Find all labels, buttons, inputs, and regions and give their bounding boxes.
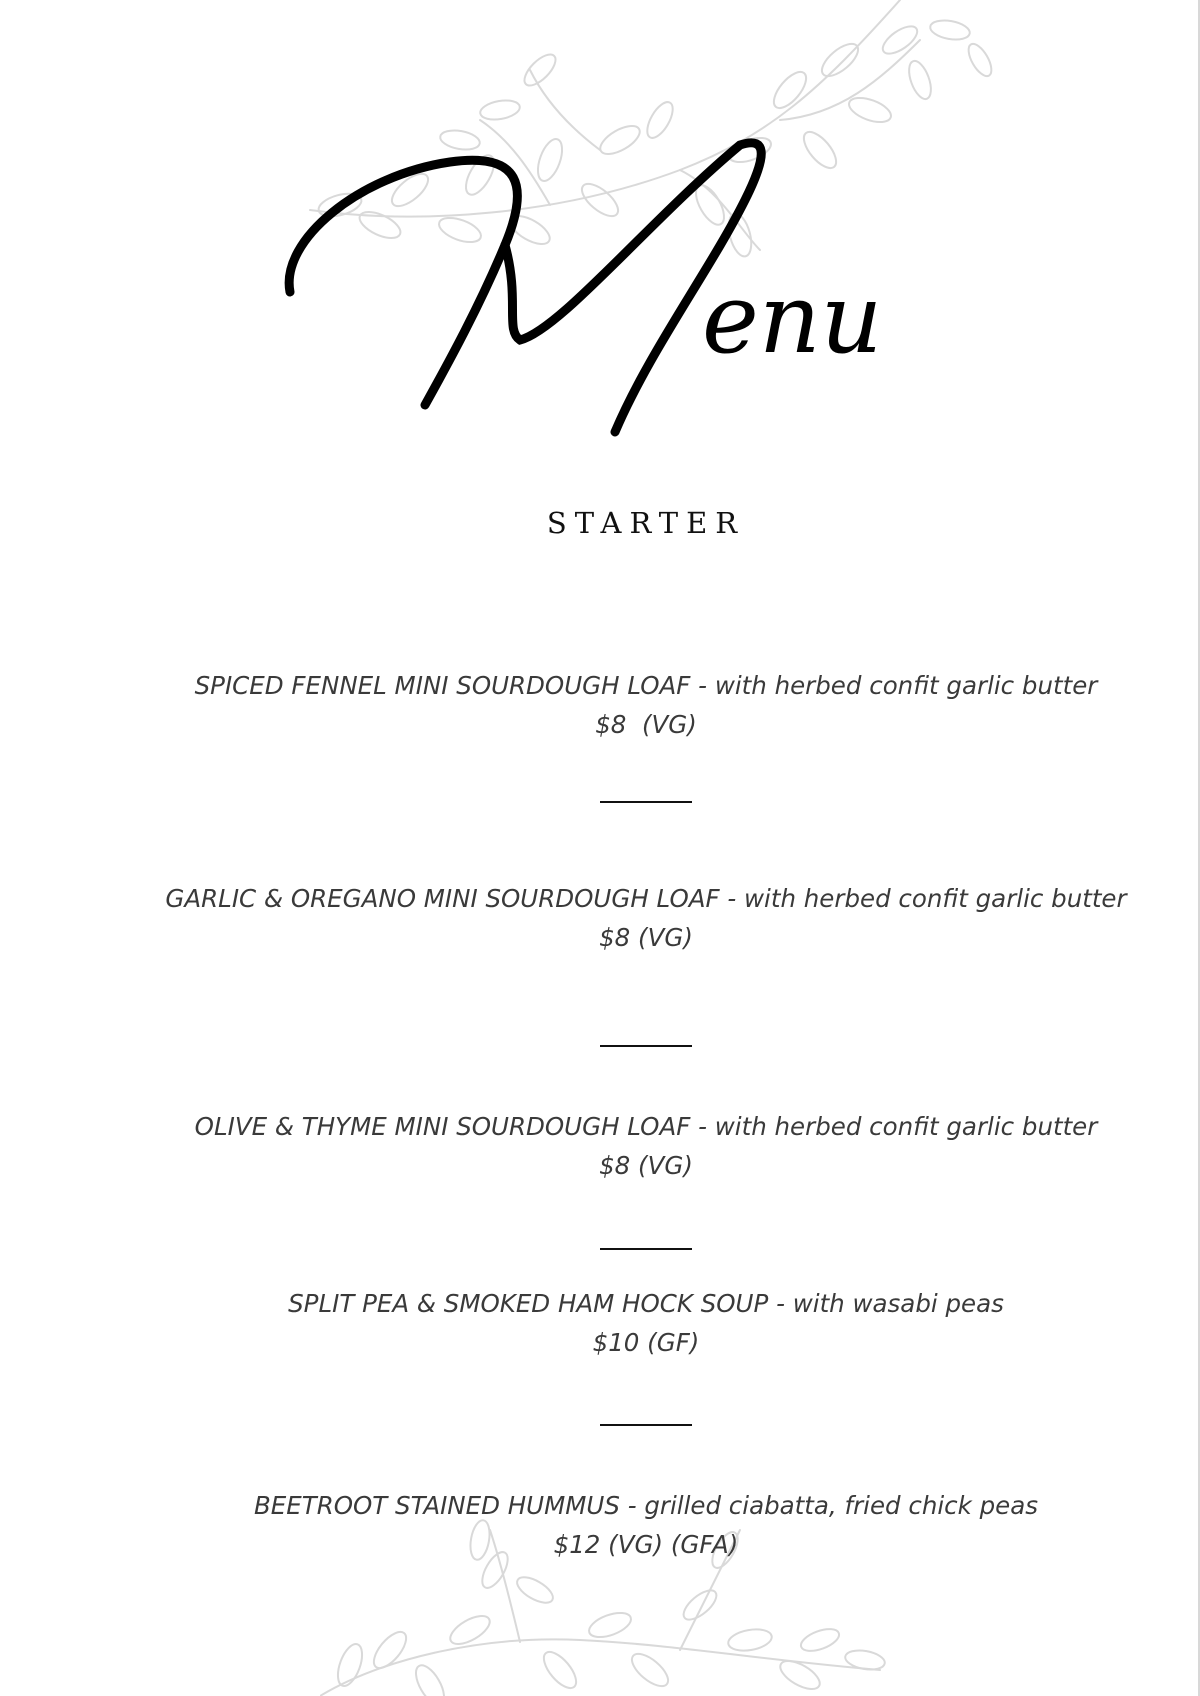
menu-item-separator: - [776, 1289, 785, 1318]
menu-item-name: GARLIC & OREGANO MINI SOURDOUGH LOAF [165, 884, 720, 913]
menu-item-name: SPICED FENNEL MINI SOURDOUGH LOAF [194, 671, 691, 700]
menu-item [0, 1107, 1200, 1185]
leaf-branch-icon [300, 0, 1000, 330]
divider [600, 801, 692, 803]
divider [600, 1424, 692, 1426]
menu-item-description [288, 1284, 1004, 1323]
svg-text:enu: enu [702, 263, 883, 375]
menu-item-price: $8 (VG) [599, 923, 693, 952]
menu-item [0, 879, 1200, 957]
menu-item-detail: grilled ciabatta, fried chick peas [644, 1491, 1039, 1520]
menu-item-description [165, 879, 1126, 918]
divider [600, 1248, 692, 1250]
divider [600, 1045, 692, 1047]
menu-item-name: SPLIT PEA & SMOKED HAM HOCK SOUP [288, 1289, 769, 1318]
menu-item-separator: - [627, 1491, 637, 1520]
menu-item-description [195, 666, 1098, 705]
menu-item-separator: - [698, 1112, 707, 1141]
menu-item-name: BEETROOT STAINED HUMMUS [253, 1491, 620, 1520]
menu-item [0, 1284, 1200, 1362]
menu-item-name: OLIVE & THYME MINI SOURDOUGH LOAF [194, 1112, 691, 1141]
menu-item-price: $10 (GF) [592, 1328, 700, 1357]
menu-title [0, 0, 1200, 460]
menu-item-detail: with herbed confit garlic butter [744, 884, 1127, 913]
menu-item-description [254, 1486, 1038, 1525]
menu-item-detail: with herbed confit garlic butter [714, 1112, 1098, 1141]
menu-item-separator: - [727, 884, 737, 913]
menu-item [0, 1486, 1200, 1564]
menu-item-price: $8 (VG) [599, 1151, 693, 1180]
menu-item [0, 666, 1200, 744]
menu-item-price: $8 (VG) [595, 710, 697, 739]
menu-item-detail: with herbed confit garlic butter [714, 671, 1098, 700]
menu-item-detail: with wasabi peas [792, 1289, 1004, 1318]
menu-item-separator: - [698, 671, 708, 700]
menu-item-description [195, 1107, 1098, 1146]
section-heading-starter: STARTER [546, 506, 746, 540]
menu-item-price: $12 (VG) (GFA) [553, 1530, 739, 1559]
